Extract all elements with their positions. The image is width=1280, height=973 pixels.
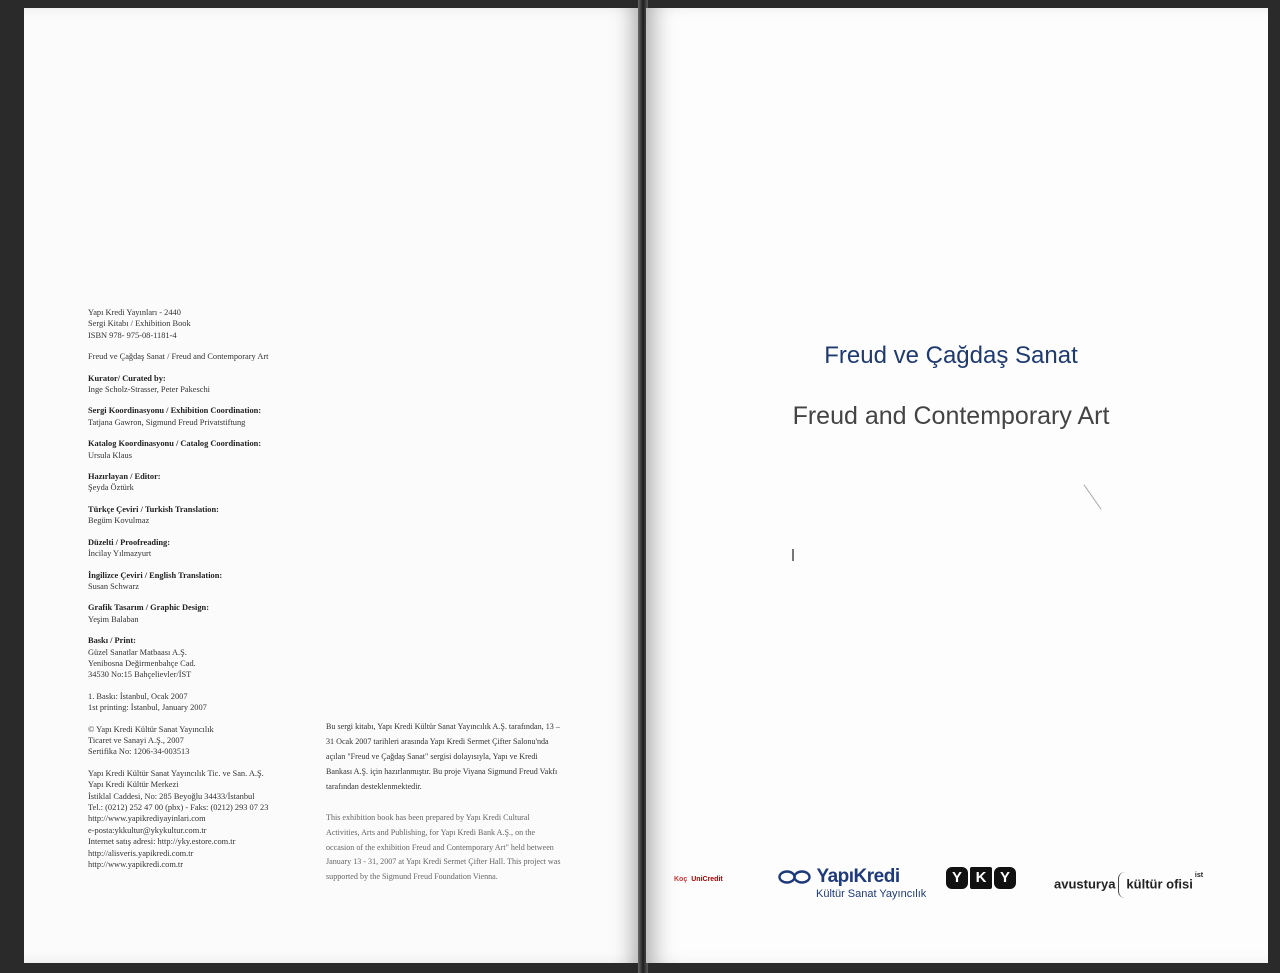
credit-heading: Kurator/ Curated by: — [88, 373, 166, 383]
address-line: http://www.yapikrediyayinlari.com — [88, 814, 206, 824]
credit-heading: Sergi Koordinasyonu / Exhibition Coordination: — [88, 406, 262, 416]
yapikredi-emblem-icon — [778, 869, 812, 885]
book-type-line: Sergi Kitabı / Exhibition Book — [88, 319, 191, 329]
printing-line: 1st printing: İstanbul, January 2007 — [88, 703, 207, 713]
credit-heading: İngilizce Çeviri / English Translation: — [88, 570, 223, 580]
paper-mark — [792, 549, 794, 561]
credit-name: Begüm Kovulmaz — [88, 516, 150, 526]
address-line: İstiklal Caddesi, No: 285 Beyoğlu 34433/İstanbul — [88, 791, 255, 801]
copyright-line: Sertifika No: 1206-34-003513 — [88, 747, 190, 757]
printing-info — [88, 691, 348, 714]
address-line: Yapı Kredi Kültür Sanat Yayıncılık Tic. ve San. A.Ş. — [88, 768, 264, 778]
credit-name: Susan Schwarz — [88, 581, 139, 591]
credit-heading: Düzelti / Proofreading: — [88, 537, 171, 547]
yky-logo — [946, 867, 1018, 889]
yapikredi-subtitle: Kültür Sanat Yayıncılık — [816, 888, 927, 900]
publisher-address — [88, 768, 348, 871]
credit-heading: Grafik Tasarım / Graphic Design: — [88, 603, 209, 613]
address-line: http://www.yapikredi.com.tr — [88, 860, 184, 870]
credit-block — [88, 537, 348, 560]
credits-list — [88, 373, 348, 681]
copyright-line: Ticaret ve Sanayi A.Ş., 2007 — [88, 735, 184, 745]
address-line: Tel.: (0212) 252 47 00 (pbx) - Faks: (0212) 293 07 23 — [88, 803, 269, 812]
address-line: http://alisveris.yapikredi.com.tr — [88, 848, 194, 858]
avk-text-a: avusturya — [1054, 876, 1116, 892]
koc-logo-text: Koç — [674, 876, 688, 883]
colophon — [88, 307, 348, 880]
isbn-line: ISBN 978- 975-08-1181-4 — [88, 330, 177, 340]
yapikredi-logo — [778, 866, 927, 900]
right-page — [646, 8, 1268, 963]
yky-letter: Y — [946, 867, 968, 889]
avk-curve-icon — [1118, 872, 1125, 898]
credit-block — [88, 570, 348, 593]
credit-name: Ursula Klaus — [88, 450, 132, 460]
credit-block — [88, 438, 348, 461]
credit-name: İncilay Yılmazyurt — [88, 549, 152, 559]
credit-block — [88, 635, 348, 681]
title-english: Freud and Contemporary Art — [792, 402, 1110, 430]
avk-text-b: kültür ofisi — [1126, 876, 1193, 892]
credit-block — [88, 405, 348, 428]
credit-block — [88, 602, 348, 625]
austrian-cultural-forum-logo — [1054, 872, 1203, 898]
credit-name: Güzel Sanatlar Matbaası A.Ş. — [88, 647, 187, 657]
yky-letter: Y — [994, 867, 1016, 889]
credit-heading: Baskı / Print: — [88, 636, 136, 646]
avk-superscript: ist — [1194, 872, 1204, 879]
credit-name: Tatjana Gawron, Sigmund Freud Privatstiftung — [88, 417, 246, 427]
credit-name: Şeyda Öztürk — [88, 483, 134, 493]
copyright-line: © Yapı Kredi Kültür Sanat Yayıncılık — [88, 724, 214, 734]
description-turkish: Bu sergi kitabı, Yapı Kredi Kültür Sanat Yayıncılık A.Ş. tarafından, 13 – 31 Ocak 2007 tarihleri arasında Yapı Kredi Sermet Çifter Salonu'nda açılan "Freud ve Çağdaş Sanat" sergisi dolayısıyla, Yapı ve Kredi Bankası A.Ş. için hazırlanmıştır. Bu proje Viyana Sigmund Freud Vakfı tarafından desteklenmektedir. — [326, 722, 560, 791]
description-english: This exhibition book has been prepared by Yapı Kredi Cultural Activities, Arts and Publishing, for Yapı Kredi Bank A.Ş., on the occasion of the exhibition Freud and Contemporary Art" held between January 13 - 31, 2007 at Yapı Kredi Sermet Çifter Hall. This project was supported by the Sigmund Freud Foundation Vienna. — [326, 813, 561, 882]
credit-heading: Hazırlayan / Editor: — [88, 472, 161, 482]
credit-name: Yeşim Balaban — [88, 614, 139, 624]
title-turkish: Freud ve Çağdaş Sanat — [824, 342, 1078, 369]
title-line: Freud ve Çağdaş Sanat / Freud and Contemporary Art — [88, 352, 269, 362]
printing-line: 1. Baskı: İstanbul, Ocak 2007 — [88, 691, 188, 701]
address-line: e-posta:ykkultur@ykykultur.com.tr — [88, 825, 207, 835]
address-line: Yapı Kredi Kültür Merkezi — [88, 780, 179, 790]
address-line: Internet satış adresi: http://yky.estore.com.tr — [88, 837, 236, 847]
credit-name: Inge Scholz-Strasser, Peter Pakeschi — [88, 385, 210, 395]
credit-name: 34530 No:15 Bahçelievler/İST — [88, 670, 192, 680]
sponsor-logos — [670, 862, 1230, 906]
series-line: Yapı Kredi Yayınları - 2440 — [88, 308, 181, 317]
credit-heading: Türkçe Çeviri / Turkish Translation: — [88, 504, 219, 514]
credit-name: Yenibosna Değirmenbahçe Cad. — [88, 658, 196, 668]
credit-block — [88, 504, 348, 527]
yky-letter: K — [970, 867, 992, 889]
copyright-info — [88, 724, 348, 758]
title-line-block — [88, 351, 348, 362]
unicredit-logo-text: UniCredit — [691, 876, 723, 883]
koc-unicredit-logo — [674, 876, 723, 883]
yapikredi-logo-text: YapıKredi — [816, 866, 900, 887]
credit-block — [88, 373, 348, 396]
publication-info — [88, 307, 348, 341]
credit-heading: Katalog Koordinasyonu / Catalog Coordination: — [88, 439, 262, 449]
credit-block — [88, 471, 348, 494]
